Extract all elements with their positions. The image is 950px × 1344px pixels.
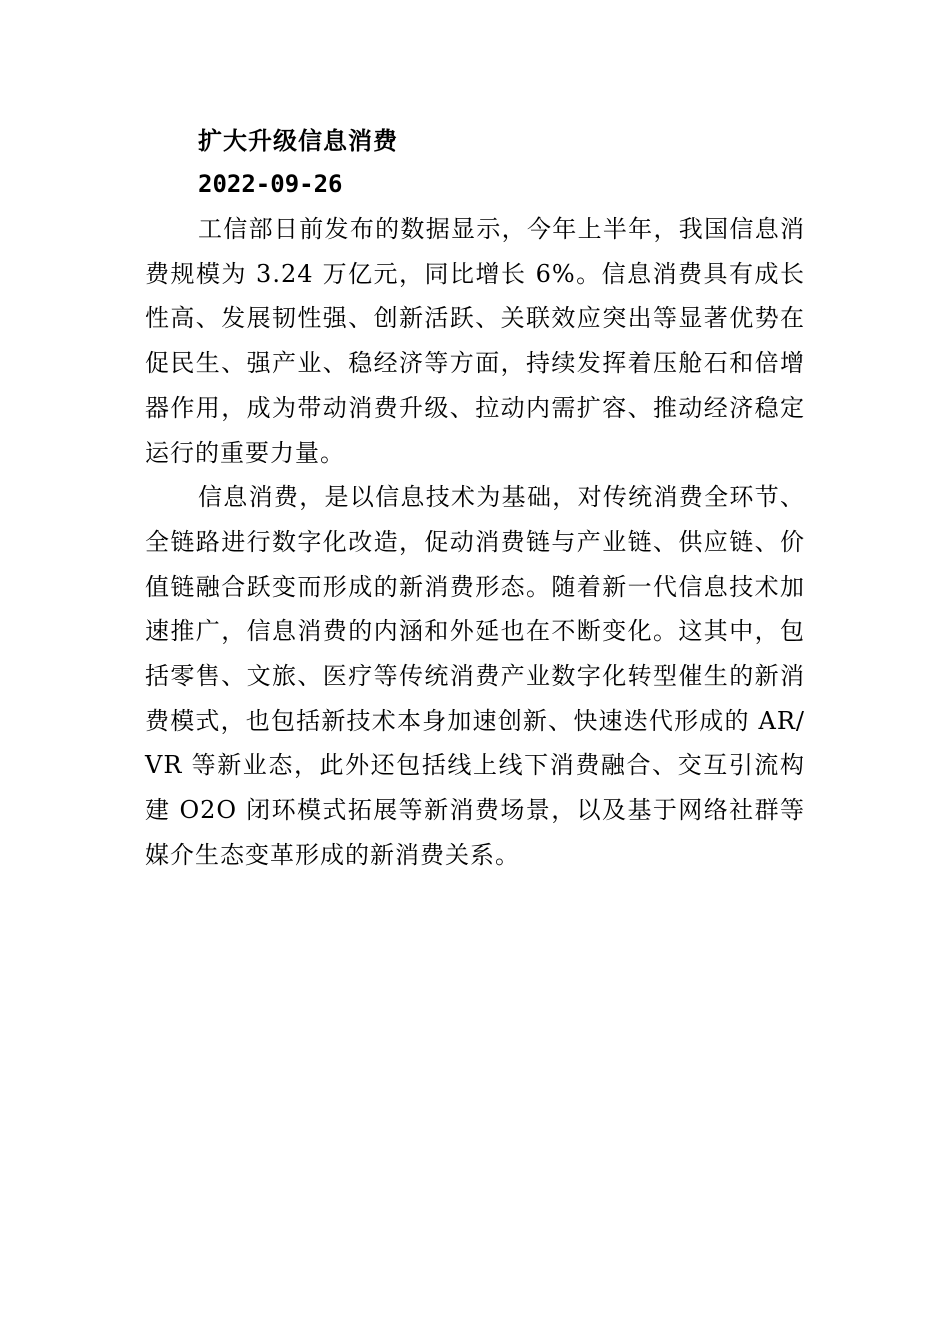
article-title: 扩大升级信息消费 bbox=[198, 127, 398, 155]
article bbox=[145, 121, 805, 878]
article-date: 2022-09-26 bbox=[198, 170, 343, 198]
paragraph-1: 工信部日前发布的数据显示，今年上半年，我国信息消费规模为 3.24 万亿元，同比增长 6%。信息消费具有成长性高、发展韧性强、创新活跃、关联效应突出等显著优势在促民生、强产业、稳经济等方面，持续发挥着压舱石和倍增器作用，成为带动消费升级、拉动内需扩容、推动经济稳定运行的重要力量。 bbox=[145, 215, 805, 467]
paragraph-2: 信息消费，是以信息技术为基础，对传统消费全环节、全链路进行数字化改造，促动消费链与产业链、供应链、价值链融合跃变而形成的新消费形态。随着新一代信息技术加速推广，信息消费的内涵和外延也在不断变化。这其中，包括零售、文旅、医疗等传统消费产业数字化转型催生的新消费模式，也包括新技术本身加速创新、快速迭代形成的 AR/VR 等新业态，此外还包括线上线下消费融合、交互引流构建 O2O 闭环模式拓展等新消费场景，以及基于网络社群等媒介生态变革形成的新消费关系。 bbox=[145, 483, 805, 869]
